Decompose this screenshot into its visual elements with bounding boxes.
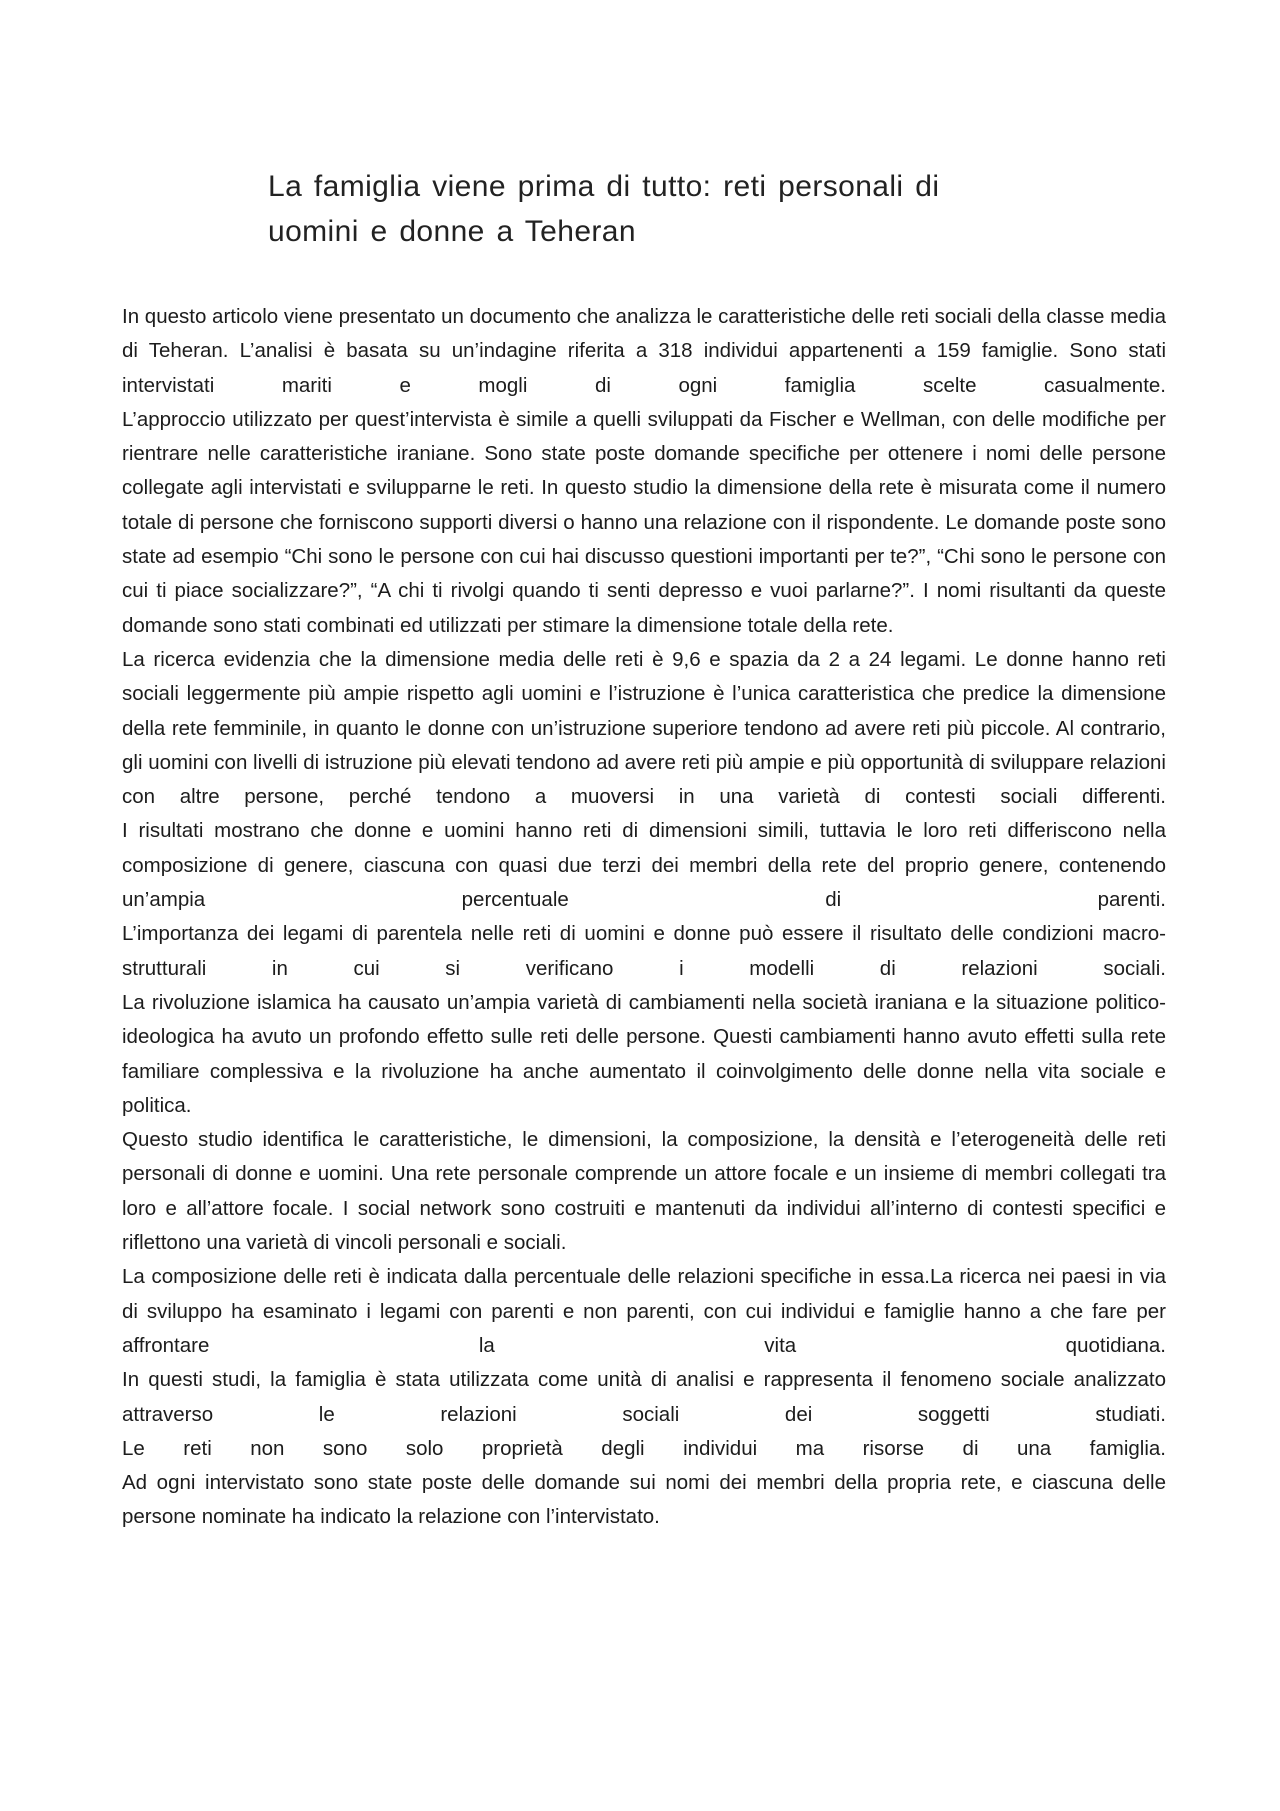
paragraph: Ad ogni intervistato sono state poste delle domande sui nomi dei membri della propria rete, e ciascuna delle persone nominate ha indicato la relazione con l’intervistato. [122, 1471, 1166, 1529]
paragraph: La rivoluzione islamica ha causato un’ampia varietà di cambiamenti nella società iraniana e la situazione politico-ideologica ha avuto un profondo effetto sulle reti delle persone. Questi cambiamenti hanno avuto effetti sulla rete familiare complessiva e la rivoluzione ha anche aumentato il coinvolgimento delle donne nella vita sociale e politica. [122, 990, 1166, 1117]
document-title: La famiglia viene prima di tutto: reti personali di uomini e donne a Teheran [268, 170, 940, 248]
paragraph: L’importanza dei legami di parentela nelle reti di uomini e donne può essere il risultato delle condizioni macro-strutturali in cui si verificano i modelli di relazioni sociali. [122, 922, 1166, 980]
paragraph: In questi studi, la famiglia è stata utilizzata come unità di analisi e rappresenta il fenomeno sociale analizzato attraverso le relazioni sociali dei soggetti studiati. [122, 1368, 1166, 1426]
paragraph: In questo articolo viene presentato un documento che analizza le caratteristiche delle reti sociali della classe media di Teheran. L’analisi è basata su un’indagine riferita a 318 individui appartenenti a 159 famiglie. Sono stati intervistati mariti e mogli di ogni famiglia scelte casualmente. [122, 305, 1166, 397]
paragraph: I risultati mostrano che donne e uomini hanno reti di dimensioni simili, tuttavia le loro reti differiscono nella composizione di genere, ciascuna con quasi due terzi dei membri della rete del proprio genere, contenendo un’ampia percentuale di parenti. [122, 819, 1166, 912]
paragraph: La ricerca evidenzia che la dimensione media delle reti è 9,6 e spazia da 2 a 24 legami. Le donne hanno reti sociali leggermente più ampie rispetto agli uomini e l’istruzione è l’unica caratteristica che predice la dimensione della rete femminile, in quanto le donne con un’istruzione superiore tendono ad avere reti più piccole. Al contrario, gli uomini con livelli di istruzione più elevati tendono ad avere reti più ampie e più opportunità di sviluppare relazioni con altre persone, perché tendono a muoversi in una varietà di contesti sociali differenti. [122, 647, 1166, 809]
paragraph: Questo studio identifica le caratteristiche, le dimensioni, la composizione, la densità e l’eterogeneità delle reti personali di donne e uomini. Una rete personale comprende un attore focale e un insieme di membri collegati tra loro e all’attore focale. I social network sono costruiti e mantenuti da individui all’interno di contesti specifici e riflettono una varietà di vincoli personali e sociali. [122, 1128, 1166, 1255]
document-body [122, 300, 1166, 1535]
paragraph: L’approccio utilizzato per quest’intervista è simile a quelli sviluppati da Fischer e Wellman, con delle modifiche per rientrare nelle caratteristiche iraniane. Sono state poste domande specifiche per ottenere i nomi delle persone collegate agli intervistati e svilupparne le reti. In questo studio la dimensione della rete è misurata come il numero totale di persone che forniscono supporti diversi o hanno una relazione con il rispondente. Le domande poste sono state ad esempio “Chi sono le persone con cui hai discusso questioni importanti per te?”, “Chi sono le persone con cui ti piace socializzare?”, “A chi ti rivolgi quando ti senti depresso e vuoi parlarne?”. I nomi risultanti da queste domande sono stati combinati ed utilizzati per stimare la dimensione totale della rete. [122, 407, 1166, 637]
paragraph: La composizione delle reti è indicata dalla percentuale delle relazioni specifiche in essa.La ricerca nei paesi in via di sviluppo ha esaminato i legami con parenti e non parenti, con cui individui e famiglie hanno a che fare per affrontare la vita quotidiana. [122, 1265, 1166, 1357]
paragraph: Le reti non sono solo proprietà degli individui ma risorse di una famiglia. [122, 1436, 1166, 1460]
